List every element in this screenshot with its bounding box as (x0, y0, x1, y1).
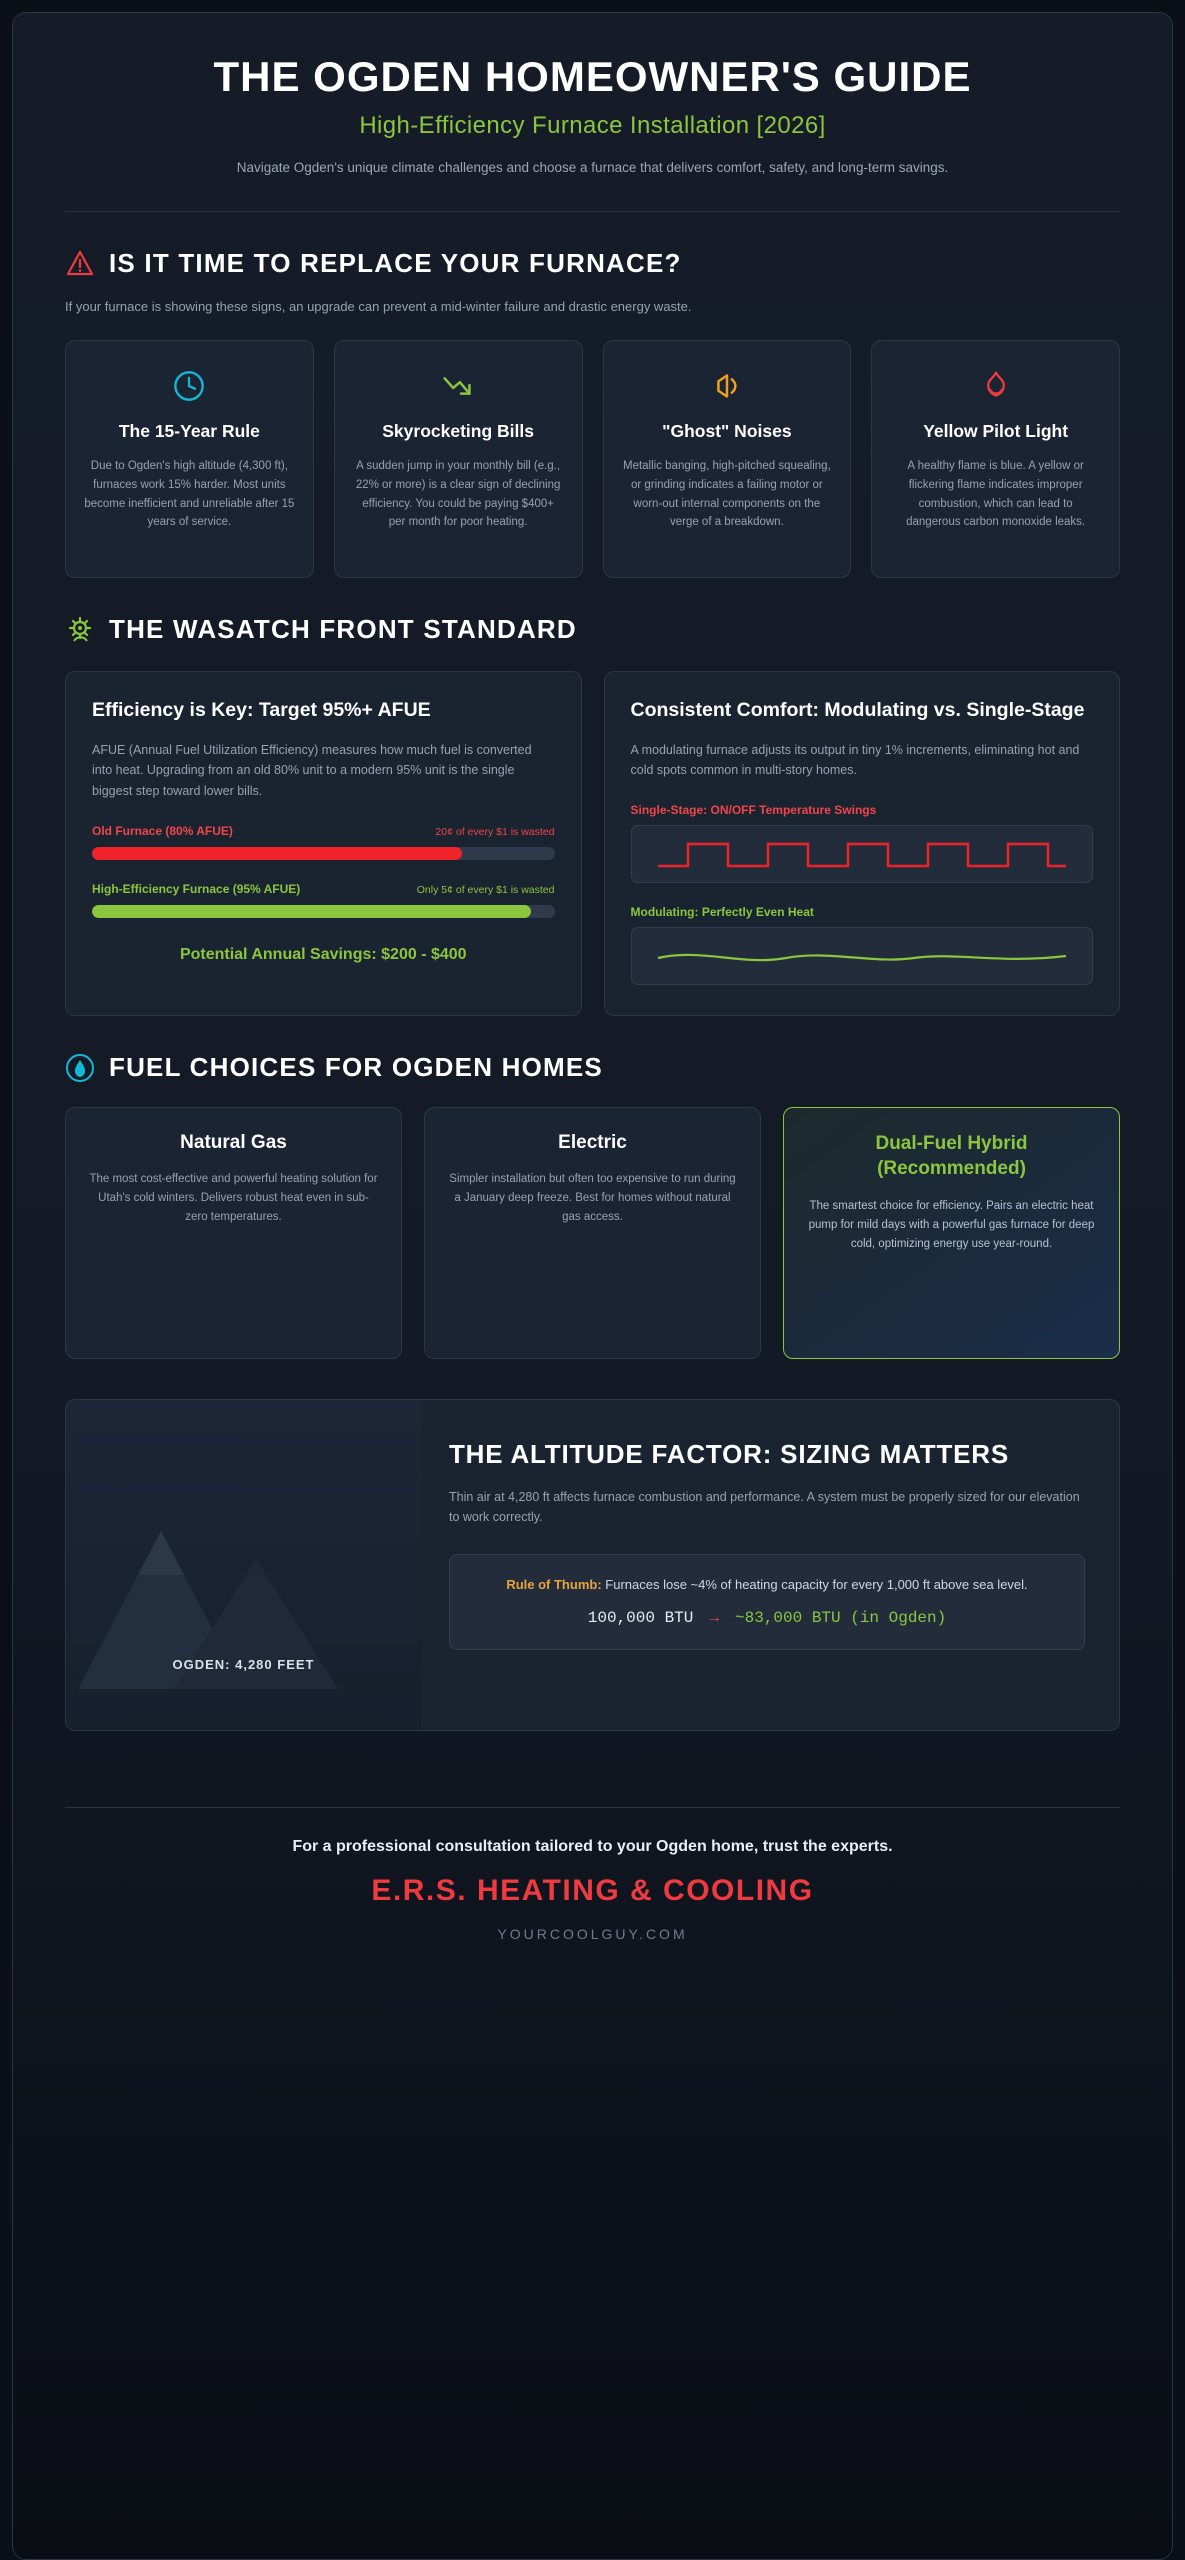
rule-of-thumb-box (449, 1554, 1085, 1650)
altitude-text: Thin air at 4,280 ft affects furnace combustion and performance. A system must be properly sized for our elevation to work correctly. (449, 1489, 1080, 1525)
fuel-text: The most cost-effective and powerful heating solution for Utah's cold winters. Delivers robust heat even in sub-zero temperatures. (89, 1173, 378, 1223)
fuel-text: Simpler installation but often too expensive to run during a January deep freeze. Best for homes without natural gas access. (449, 1173, 736, 1223)
sign-card (871, 340, 1120, 578)
gear-leaf-icon (65, 615, 95, 645)
warning-signs-grid (65, 340, 1120, 578)
fuel-title: Dual-Fuel Hybrid (Recommended) (875, 1133, 1028, 1179)
sign-title: The 15-Year Rule (118, 421, 260, 442)
sign-text: Due to Ogden's high altitude (4,300 ft), furnaces work 15% harder. Most units become inefficient and unreliable after 15 years of service. (84, 460, 295, 529)
sign-text: Metallic banging, high-pitched squealing, or grinding indicates a failing motor or worn-out internal components on the verge of a breakdown. (622, 460, 831, 529)
altitude-section (65, 1399, 1120, 1731)
bar-track (92, 905, 555, 918)
clock-icon (84, 363, 295, 409)
section-heading-replace (65, 248, 1120, 279)
sound-wave-icon (622, 363, 833, 409)
hero-section (13, 13, 1172, 179)
modulating-graph (631, 927, 1094, 985)
section-heading-standard (65, 614, 1120, 645)
fuel-title: Natural Gas (180, 1132, 287, 1154)
sign-title: "Ghost" Noises (662, 421, 792, 442)
section-subhead: If your furnace is showing these signs, an upgrade can prevent a mid-winter failure and drastic energy waste. (65, 298, 692, 314)
trend-down-icon (353, 363, 564, 409)
afue-bar-new (92, 882, 555, 918)
infographic-page (12, 12, 1173, 2560)
btu-conversion (472, 1609, 1062, 1627)
footer (13, 1808, 1172, 1988)
comfort-text: A modulating furnace adjusts its output in tiny 1% increments, eliminating hot and cold spots common in multi-story homes. (630, 742, 1080, 778)
divider (65, 211, 1120, 212)
modulating-graph-block (631, 905, 1094, 985)
altitude-content (421, 1400, 1119, 1730)
altitude-title: THE ALTITUDE FACTOR: SIZING MATTERS (449, 1439, 1010, 1470)
sign-card (334, 340, 583, 578)
fuel-cards-grid (65, 1107, 1120, 1359)
single-stage-label: Single-Stage: ON/OFF Temperature Swings (630, 803, 877, 818)
arrow-right-icon: → (709, 1608, 719, 1627)
page-subtitle: High-Efficiency Furnace Installation [2026] (359, 112, 826, 140)
bar-fill (92, 847, 462, 860)
single-stage-graph (631, 825, 1094, 883)
sign-text: A sudden jump in your monthly bill (e.g., 22% or more) is a clear sign of declining efficiency. You could be paying $400+ per month for poor heating. (355, 460, 561, 529)
bar-label: High-Efficiency Furnace (95% AFUE) (92, 881, 301, 896)
page-intro: Navigate Ogden's unique climate challenges and choose a furnace that delivers comfort, safety, and long-term savings. (236, 160, 949, 176)
page-title: THE OGDEN HOMEOWNER'S GUIDE (213, 53, 972, 100)
bar-track (92, 847, 555, 860)
flame-icon (890, 363, 1101, 409)
fuel-text: The smartest choice for efficiency. Pairs an electric heat pump for mild days with a powerful gas furnace for deep cold, optimizing energy use year-round. (808, 1200, 1095, 1251)
btu-after: ~83,000 BTU (in Ogden) (735, 1608, 947, 1627)
section-heading-fuel (65, 1052, 1120, 1083)
comfort-panel (604, 671, 1121, 1016)
company-name: E.R.S. HEATING & COOLING (371, 1874, 814, 1908)
footer-tagline: For a professional consultation tailored to your Ogden home, trust the experts. (292, 1838, 893, 1856)
section-title: IS IT TIME TO REPLACE YOUR FURNACE? (109, 247, 682, 278)
fuel-card-dual-fuel-hybrid (783, 1107, 1120, 1359)
efficiency-text: AFUE (Annual Fuel Utilization Efficiency) measures how much fuel is converted into heat. Upgrading from an old 80% unit to a modern 95% unit is the single biggest step toward lower bills. (92, 742, 532, 799)
bar-fill (92, 905, 531, 918)
savings-callout: Potential Annual Savings: $200 - $400 (179, 946, 467, 964)
rule-of-thumb-label: Rule of Thumb: (506, 1576, 602, 1592)
bar-note: Only 5¢ of every $1 is wasted (416, 883, 555, 896)
bar-label: Old Furnace (80% AFUE) (92, 823, 233, 838)
website-link[interactable]: YOURCOOLGUY.COM (497, 1926, 688, 1943)
warning-triangle-icon (65, 248, 95, 278)
efficiency-panel (65, 671, 582, 1016)
sign-text: A healthy flame is blue. A yellow or flickering flame indicates improper combustion, which can lead to dangerous carbon monoxide leaks. (906, 460, 1086, 529)
sign-title: Yellow Pilot Light (923, 421, 1069, 442)
fuel-title: Electric (558, 1132, 627, 1154)
efficiency-title: Efficiency is Key: Target 95%+ AFUE (92, 699, 431, 722)
sign-card (65, 340, 314, 578)
rule-of-thumb-text: Furnaces lose ~4% of heating capacity for every 1,000 ft above sea level. (601, 1576, 1028, 1592)
modulating-label: Modulating: Perfectly Even Heat (630, 905, 814, 920)
btu-before: 100,000 BTU (587, 1608, 694, 1627)
afue-bar-old (92, 824, 555, 860)
altitude-caption: OGDEN: 4,280 FEET (172, 1657, 315, 1673)
section-title: THE WASATCH FRONT STANDARD (109, 614, 577, 645)
comfort-title: Consistent Comfort: Modulating vs. Single-Stage (630, 699, 1085, 722)
fuel-card-electric (424, 1107, 761, 1359)
standard-panels (65, 671, 1120, 1016)
fuel-drop-icon (65, 1053, 95, 1083)
fuel-card-natural-gas (65, 1107, 402, 1359)
section-title: FUEL CHOICES FOR OGDEN HOMES (109, 1052, 603, 1083)
sign-card (603, 340, 852, 578)
bar-note: 20¢ of every $1 is wasted (435, 825, 555, 838)
sign-title: Skyrocketing Bills (382, 421, 534, 442)
altitude-illustration (66, 1400, 421, 1730)
single-stage-graph-block (631, 803, 1094, 883)
